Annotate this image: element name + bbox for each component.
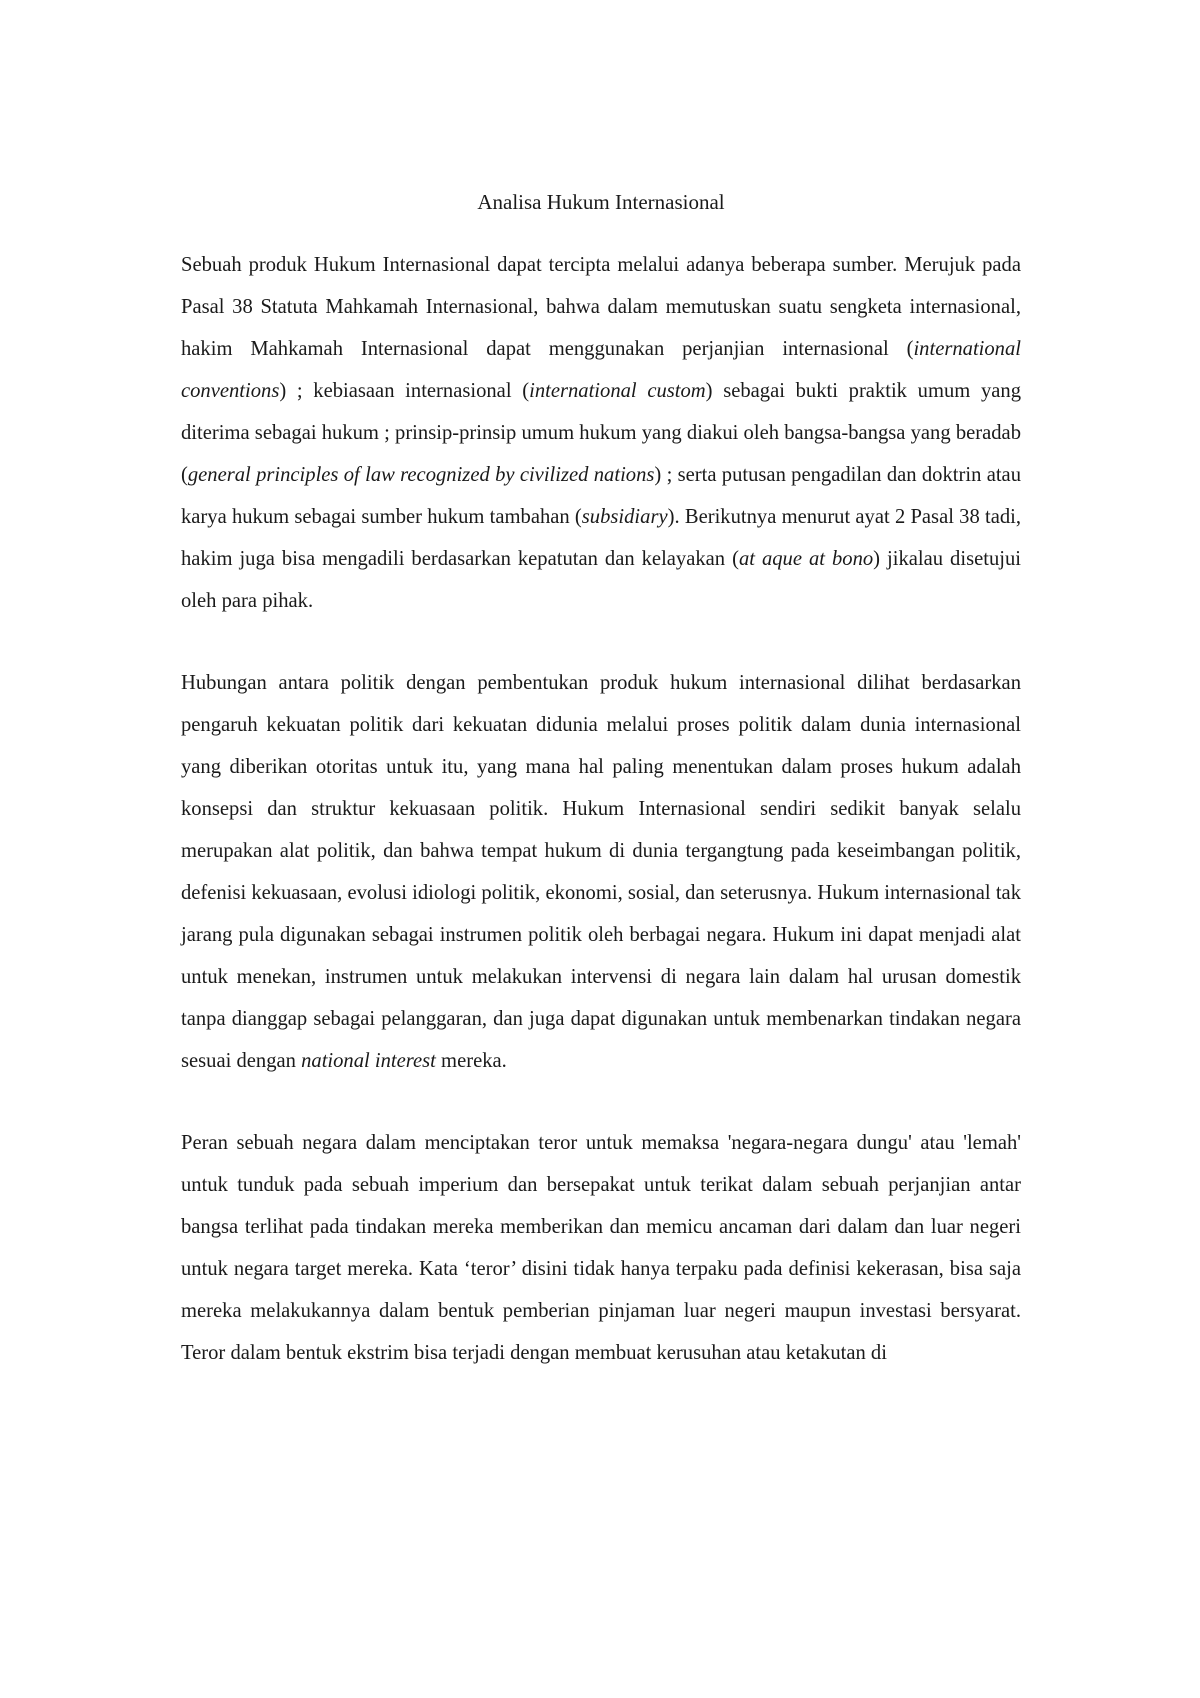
text-run: ) ; kebiasaan internasional ( [279, 380, 530, 402]
text-run: mereka. [435, 1050, 507, 1072]
text-run: ). Berikutnya menurut ayat 2 Pasal 38 tadi, hakim juga bisa mengadili berdasarkan kepatutan dan kelayakan ( [181, 506, 1022, 570]
text-run: ) sebagai bukti praktik umum yang diterima sebagai hukum ; prinsip-prinsip umum hukum yang diakui oleh bangsa-bangsa yang beradab ( [181, 380, 1021, 486]
paragraph-3 [181, 1122, 1021, 1374]
italic-term: international conventions [181, 338, 1021, 402]
italic-term: subsidiary [581, 506, 668, 528]
italic-term: national interest [301, 1050, 436, 1072]
text-run: Sebuah produk Hukum Internasional dapat tercipta melalui adanya beberapa sumber. Merujuk pada Pasal 38 Statuta Mahkamah Internasional, bahwa dalam memutuskan suatu sengketa internasional, hakim Mahkamah Internasional dapat menggunakan perjanjian internasional ( [181, 254, 1021, 360]
italic-term: at aque at bono [738, 548, 874, 570]
paragraph-2 [181, 662, 1021, 1082]
text-run: ) ; serta putusan pengadilan dan doktrin atau karya hukum sebagai sumber hukum tambahan ( [181, 464, 1021, 528]
document-body [181, 186, 1021, 1414]
text-run: Peran sebuah negara dalam menciptakan teror untuk memaksa 'negara-negara dungu' atau 'lemah' untuk tunduk pada sebuah imperium dan bersepakat untuk terikat dalam sebuah perjanjian antar bangsa terlihat pada tindakan mereka memberikan dan memicu ancaman dari dalam dan luar negeri untuk negara target mereka. Kata ‘teror’ disini tidak hanya terpaku pada definisi kekerasan, bisa saja mereka melakukannya dalam bentuk pemberian pinjaman luar negeri maupun investasi bersyarat. Teror dalam bentuk ekstrim bisa terjadi dengan membuat kerusuhan atau ketakutan di [181, 1132, 1021, 1364]
document-title: Analisa Hukum Internasional [477, 190, 725, 214]
italic-term: general principles of law recognized by civilized nations [187, 464, 655, 486]
italic-term: international custom [529, 380, 706, 402]
text-run: Hubungan antara politik dengan pembentukan produk hukum internasional dilihat berdasarkan pengaruh kekuatan politik dari kekuatan didunia melalui proses politik dalam dunia internasional yang diberikan otoritas untuk itu, yang mana hal paling menentukan dalam proses hukum adalah konsepsi dan struktur kekuasaan politik. Hukum Internasional sendiri sedikit banyak selalu merupakan alat politik, dan bahwa tempat hukum di dunia tergangtung pada keseimbangan politik, defenisi kekuasaan, evolusi idiologi politik, ekonomi, sosial, dan seterusnya. Hukum internasional tak jarang pula digunakan sebagai instrumen politik oleh berbagai negara. Hukum ini dapat menjadi alat untuk menekan, instrumen untuk melakukan intervensi di negara lain dalam hal urusan domestik tanpa dianggap sebagai pelanggaran, dan juga dapat digunakan untuk membenarkan tindakan negara sesuai dengan [181, 672, 1021, 1072]
text-run: ) jikalau disetujui oleh para pihak. [181, 548, 1021, 612]
paragraph-1 [181, 244, 1021, 622]
